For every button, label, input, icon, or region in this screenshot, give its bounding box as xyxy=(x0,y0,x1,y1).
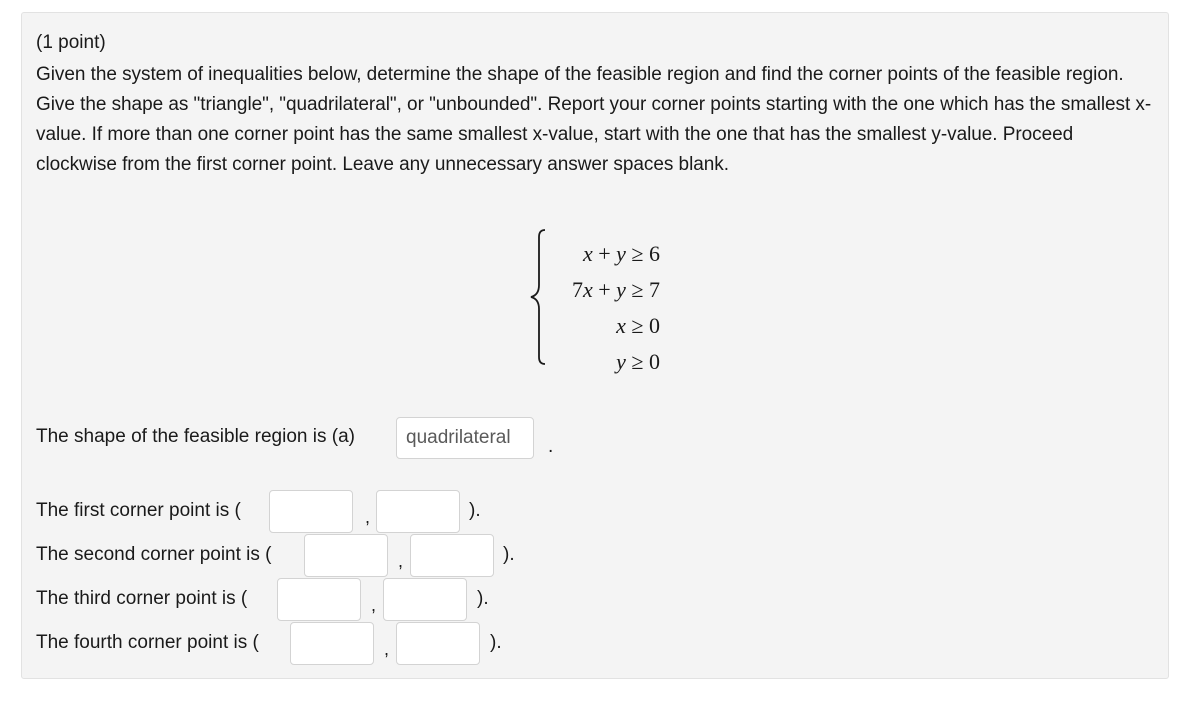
inequality-row: 7x + y ≥ 7 xyxy=(571,277,660,302)
corner-2-close: ). xyxy=(503,544,515,565)
corner-4-label: The fourth corner point is ( xyxy=(36,632,259,653)
corner-1-x-input[interactable] xyxy=(269,490,353,533)
corner-3-comma: , xyxy=(371,595,377,615)
inequality-row: x ≥ 0 xyxy=(616,313,660,338)
corner-4-y-input[interactable] xyxy=(396,622,480,665)
corner-3-label: The third corner point is ( xyxy=(36,588,248,609)
corner-4-close: ). xyxy=(490,632,502,653)
shape-question-label: The shape of the feasible region is (a) xyxy=(36,426,355,447)
corner-2-comma: , xyxy=(398,551,404,571)
left-brace xyxy=(527,229,549,365)
inequality-row: x + y ≥ 6 xyxy=(582,241,660,266)
corner-2-x-input[interactable] xyxy=(304,534,388,577)
corner-3-x-input[interactable] xyxy=(277,578,361,621)
corner-1-y-input[interactable] xyxy=(376,490,460,533)
corner-1-label: The first corner point is ( xyxy=(36,500,241,521)
corner-4-x-input[interactable] xyxy=(290,622,374,665)
points-label: (1 point) xyxy=(36,32,106,53)
corner-4-comma: , xyxy=(384,639,390,659)
problem-prompt: Given the system of inequalities below, determine the shape of the feasible region and find the corner points of the feasible region. Give the shape as "triangle", "quadrilateral", or "unbounded". Report your corner points starting with the one which has the smallest x-value. If more than one corner point has the same smallest x-value, start with the one that has the smallest y-value. Proceed clockwise from the first corner point. Leave any unnecessary answer spaces blank. xyxy=(36,64,1152,175)
corner-2-y-input[interactable] xyxy=(410,534,494,577)
corner-3-y-input[interactable] xyxy=(383,578,467,621)
inequality-system xyxy=(524,227,674,374)
inequality-row: y ≥ 0 xyxy=(616,349,660,374)
corner-3-close: ). xyxy=(477,588,489,609)
problem-container xyxy=(21,12,1169,679)
corner-2-label: The second corner point is ( xyxy=(36,544,272,565)
corner-1-close: ). xyxy=(469,500,481,521)
corner-1-comma: , xyxy=(365,507,371,527)
shape-answer-field[interactable]: quadrilateral xyxy=(396,417,534,459)
shape-period: . xyxy=(548,436,554,457)
